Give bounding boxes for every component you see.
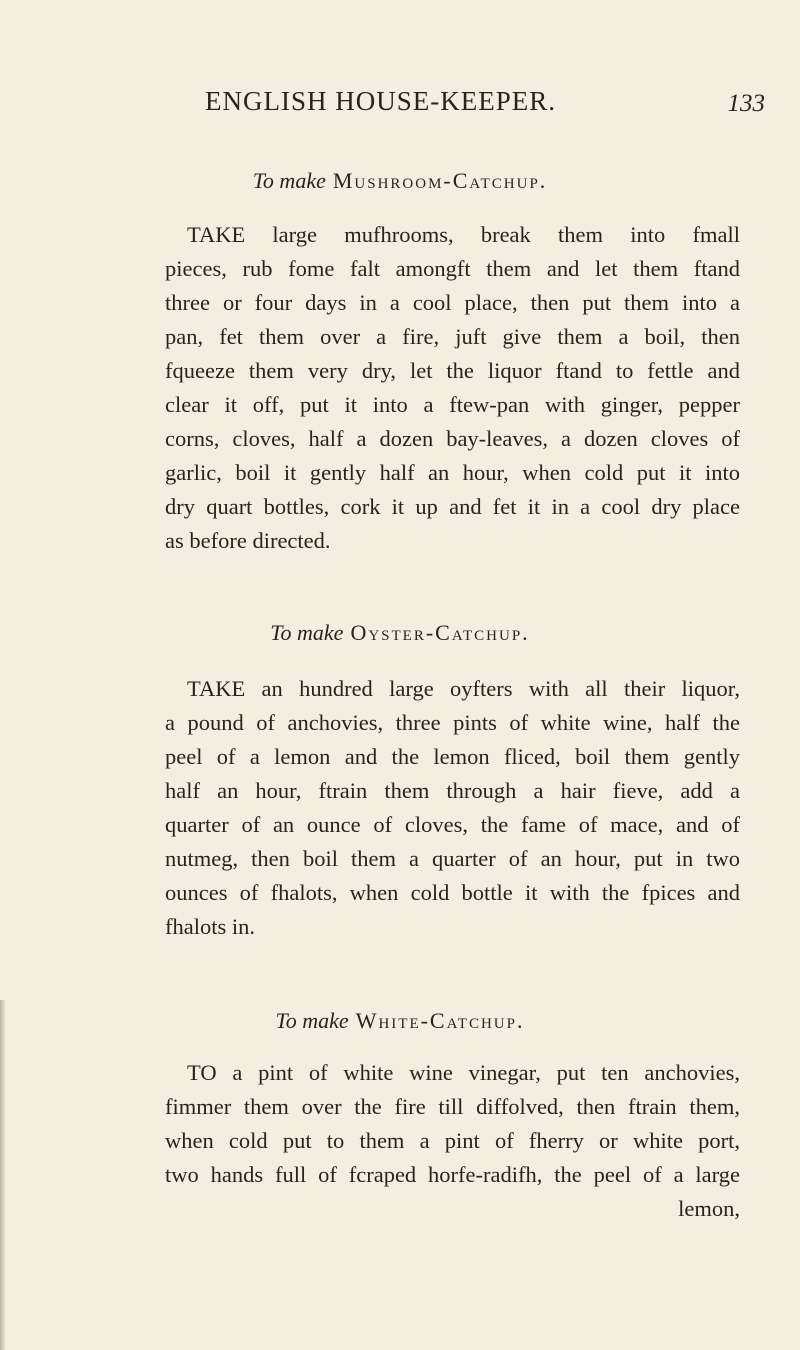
heading-lead: To make [275, 1008, 349, 1033]
text-line: dry quart bottles, cork it up and fet it in a cool dry place [165, 494, 740, 519]
text-line: fqueeze them very dry, let the liquor ftand to fettle and [165, 358, 740, 383]
text-line: corns, cloves, half a dozen bay-leaves, a dozen cloves of [165, 426, 740, 451]
text-line: garlic, boil it gently half an hour, when cold put it into [165, 460, 740, 485]
text-line: fimmer them over the fire till diffolved, then ftrain them, [165, 1094, 740, 1119]
recipe-body-mushroom-catchup [165, 218, 740, 558]
running-title: ENGLISH HOUSE-KEEPER. [205, 86, 556, 116]
heading-name: Oyster-Catchup. [350, 620, 530, 645]
catchword: lemon, [678, 1196, 740, 1221]
recipe-body-white-catchup [165, 1056, 740, 1226]
text-line: as before directed. [165, 528, 331, 553]
text-line: pieces, rub fome falt amongft them and let them ftand [165, 256, 740, 281]
recipe-heading-white-catchup [0, 1008, 800, 1034]
page-number: 133 [727, 90, 765, 117]
text-line: ounces of fhalots, when cold bottle it with the fpices and [165, 880, 740, 905]
text-line: TO a pint of white wine vinegar, put ten anchovies, [187, 1060, 740, 1085]
text-line: two hands full of fcraped horfe-radifh, the peel of a large [165, 1162, 740, 1187]
text-line: pan, fet them over a fire, juft give them a boil, then [165, 324, 740, 349]
page-edge-shadow [0, 1000, 6, 1350]
heading-lead: To make [252, 168, 326, 193]
text-line: peel of a lemon and the lemon fliced, boil them gently [165, 744, 740, 769]
text-line: half an hour, ftrain them through a hair fieve, add a [165, 778, 740, 803]
recipe-body-oyster-catchup [165, 672, 740, 944]
text-line: nutmeg, then boil them a quarter of an hour, put in two [165, 846, 740, 871]
text-line: three or four days in a cool place, then put them into a [165, 290, 740, 315]
text-line: a pound of anchovies, three pints of white wine, half the [165, 710, 740, 735]
text-line: fhalots in. [165, 914, 255, 939]
text-line: TAKE an hundred large oyfters with all their liquor, [187, 676, 740, 701]
heading-name: Mushroom-Catchup. [332, 168, 548, 193]
recipe-heading-oyster-catchup [0, 620, 800, 646]
text-line: TAKE large mufhrooms, break them into fmall [187, 222, 740, 247]
recipe-heading-mushroom-catchup [0, 168, 800, 194]
heading-name: White-Catchup. [355, 1008, 525, 1033]
text-line: clear it off, put it into a ftew-pan with ginger, pepper [165, 392, 740, 417]
heading-lead: To make [270, 620, 344, 645]
text-line: quarter of an ounce of cloves, the fame of mace, and of [165, 812, 740, 837]
running-head [205, 86, 765, 126]
text-line: when cold put to them a pint of fherry or white port, [165, 1128, 740, 1153]
